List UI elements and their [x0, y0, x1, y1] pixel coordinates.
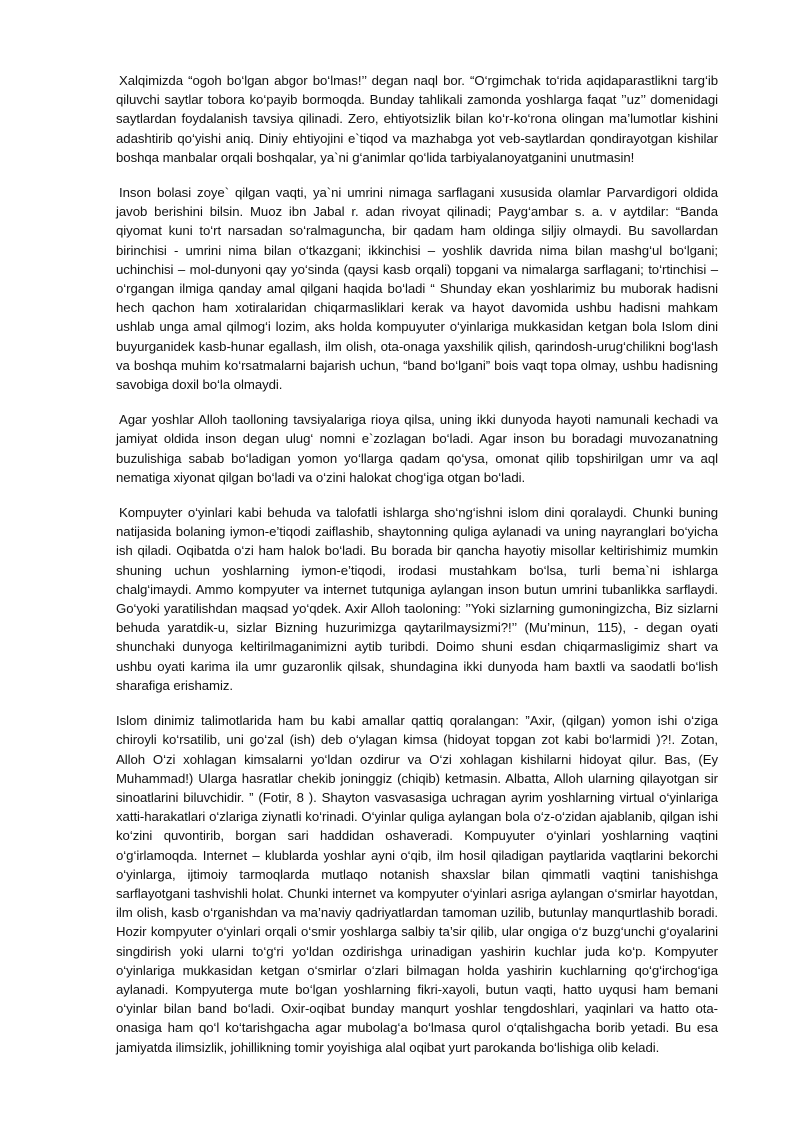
paragraph-5: Islom dinimiz talimotlarida ham bu kabi amallar qattiq qoralangan: ”Axir, (qilgan) yomon ishi o‘ziga chiroyli ko‘rsatilib, uni go‘zal (ish) deb o‘ylagan kimsa (hidoyat topgan zot kabi bo‘larmidi )?!. Zotan, Alloh O‘zi xohlagan kimsalarni yo‘ldan ozdirur va O‘zi xohlagan kishilarni hidoyat qilur. Bas, (Ey Muhammad!) Ularga hasratlar chekib joninggiz (chiqib) ketmasin. Albatta, Alloh ularning qilayotgan sir sinoatlarini biluvchidir. ” (Fotir, 8 ). Shayton vasvasasiga uchragan ayrim yoshlarning virtual o‘yinlariga xatti-harakatlari o‘zlariga ziynatli ko‘rinadi. O‘yinlar quliga aylangan bola o‘z-o‘zidan ajablanib, qilgan ishi ko‘zini quvontirib, borgan sari haddidan oshaveradi. Kompuyuter o‘yinlari yoshlarning vaqtini o‘g‘irlamoqda. Internet – klublarda yoshlar ayni o‘qib, ilm hosil qiladigan paytlarida vaqtlarini bekorchi o‘yinlarga, ijtimoiy tarmoqlarda mutlaqo notanish shaxslar bilan qimmatli vaqtini tanishishga sarflayotgani tashvishli holat. Chunki internet va kompyuter o‘yinlari asriga aylangan o‘smirlar hayotdan, ilm olish, kasb o‘rganishdan va ma’naviy qadriyatlardan tamoman uzilib, butunlay manqurtlashib boradi. Hozir kompyuter o‘yinlari orqali o‘smir yoshlarga salbiy ta’sir qilib, ular ongiga o‘z buzg‘unchi g‘oyalarini singdirish yoki ularni to‘g‘ri yo‘ldan ozdirishga urinadigan yashirin kuchlar juda ko‘p. Kompyuter o‘yinlariga mukkasidan ketgan o‘smirlar o‘zlari bilmagan holda yashirin kuchlarning qo‘g‘irchog‘iga aylanadi. Kompyuterga mute bo‘lgan yoshlarning fikri-xayoli, butun vaqti, hatto uyqusi ham bemani o‘yinlar bilan band bo‘ladi. Oxir-oqibat bunday manqurt yoshlar tengdoshlari, yaqinlari va hatto ota-onasiga ham qo‘l ko‘tarishgacha agar mubolag‘a bo‘lmasa qurol o‘qtalishgacha borib yetadi. Bu esa jamiyatda ilimsizlik, johillikning tomir yoyishiga alal oqibat yurt parokanda bo‘lishiga olib keladi. [116, 713, 718, 1055]
paragraph-1: Xalqimizda “ogoh bo‘lgan abgor bo‘lmas!’’ degan naql bor. “O‘rgimchak to‘rida aqidaparastlikni targ‘ib qiluvchi saytlar tobora ko‘payib bormoqda. Bunday tahlikali zamonda yoshlarga faqat ’’uz’’ domenidagi saytlardan foydalanish tavsiya qilinadi. Zero, ehtiyotsizlik bilan ko‘r-ko‘rona olingan ma’lumotlar kishini adashtirib qo‘yishi aniq. Diniy ehtiyojini e`tiqod va mazhabga yot veb-saytlardan qondirayotgan kishilar boshqa manbalar orqali boshqalar, ya`ni g‘animlar qo‘lida tarbiyalanoyatganini unutmasin! [116, 73, 718, 165]
paragraph-3: Agar yoshlar Alloh taolloning tavsiyalariga rioya qilsa, uning ikki dunyoda hayoti namunali kechadi va jamiyat oldida inson degan ulug‘ nomni e`zozlagan bo‘ladi. Agar inson bu boradagi muvozanatning buzulishiga sabab bo‘ladigan yomon yo‘llarga qadam qo‘ysa, omonat qilib topshirilgan umr va aql nematiga xiyonat qilgan bo‘ladi va o‘zini halokat chog‘iga otgan bo‘ladi. [116, 412, 718, 485]
paragraph-2: Inson bolasi zoye` qilgan vaqti, ya`ni umrini nimaga sarflagani xususida olamlar Parvardigori oldida javob berishini bilsin. Muoz ibn Jabal r. adan rivoyat qilinadi; Payg‘ambar s. a. v aytdilar: “Banda qiyomat kuni to‘rt narsadan so‘ralmaguncha, bir qadam ham oldinga siljiy olmaydi. Bu savollardan birinchisi - umrini nima bilan o‘tkazgani; ikkinchisi – yoshlik davrida nima bilan mashg‘ul bo‘lgani; uchinchisi – mol-dunyoni qay yo‘sinda (qaysi kasb orqali) topgani va nimalarga sarflagani; to‘rtinchisi – o‘rgangan ilmiga qanday amal qilgani haqida bo‘ladi “ Shunday ekan yoshlarimiz bu muborak hadisni hech qachon ham xotiralaridan chiqarmasliklari kerak va hayot davomida ushbu hadisni mahkam ushlab unga amal qilmog‘i lozim, aks holda kompuyuter o‘yinlariga mukkasidan ketgan bola Islom dini buyurganidek kasb-hunar egallash, ilm olish, ota-onaga yaxshilik qilish, qarindosh-urug‘chilikni bog‘lash va boshqa muhim ko‘rsatmalarni bajarish uchun, “band bo‘lgani” bois vaqt topa olmay, ushbu hadisning savobiga doxil bo‘la olmaydi. [116, 185, 718, 393]
paragraph-4: Kompuyter o‘yinlari kabi behuda va talofatli ishlarga sho‘ng‘ishni islom dini qoralaydi. Chunki buning natijasida bolaning iymon-e’tiqodi zaiflashib, shaytonning quliga aylanadi va uning nayranglari bo‘yicha ish qiladi. Oqibatda o‘zi ham halok bo‘ladi. Bu borada bir qancha hayotiy misollar keltirishimiz mumkin shuning uchun yoshlarning iymon-e’tiqodi, irodasi mustahkam bo‘lsa, turli bema`ni ishlarga chalg‘imaydi. Ammo kompyuter va internet tutquniga aylangan inson butun umrini tubanlikka sarflaydi. Go‘yoki yaratilishdan maqsad yo‘qdek. Axir Alloh taoloning: ’’Yoki sizlarning gumoningizcha, Biz sizlarni behuda yaratdik-u, sizlar Bizning huzurimizga qaytarilmaysizmi?!’’ (Mu’minun, 115), - degan oyati shunchaki dunyoga keltirilmaganimizni aytib turibdi. Doimo shuni esdan chiqarmasligimiz shart va ushbu oyati karima ila umr guzaronlik qilsak, shundagina ikki dunyoda ham baxtli va saodatli bo‘lish sharafiga erishamiz. [116, 505, 718, 693]
